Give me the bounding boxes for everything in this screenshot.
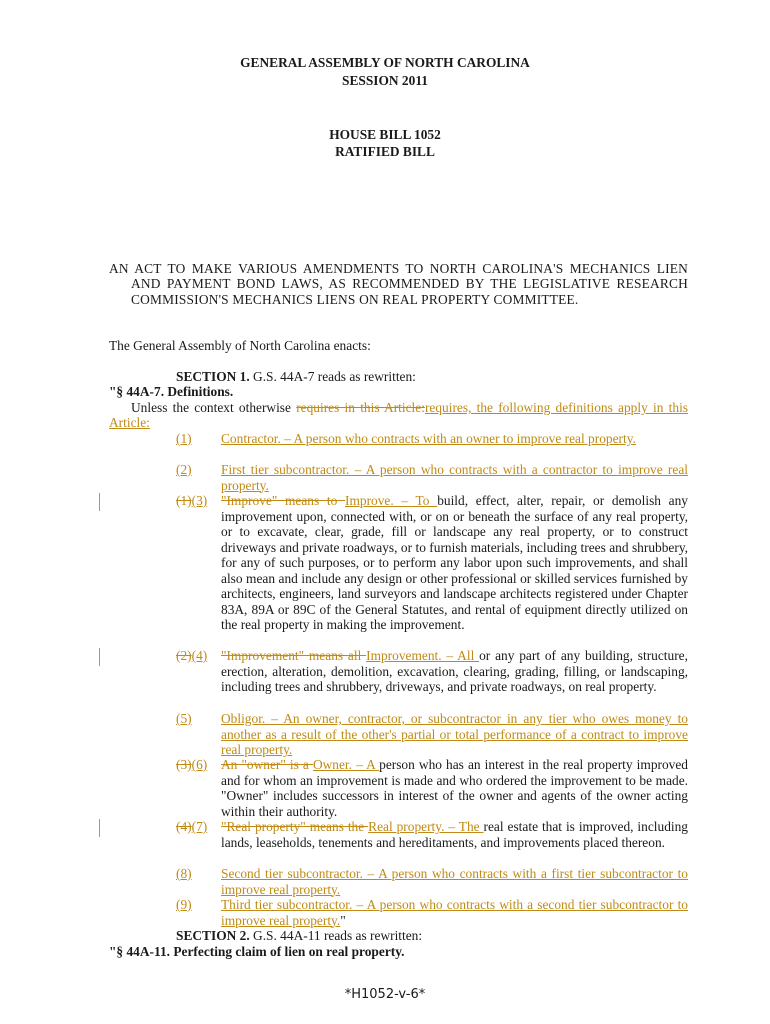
intro-plain-text: Unless the context otherwise [131,400,297,415]
definition-number [176,462,216,478]
definition-text [221,711,688,758]
definition-text [221,866,688,897]
bill-status: RATIFIED BILL [335,144,435,159]
section-1-line [176,369,416,385]
inserted-text: Contractor. – A person who contracts with an owner to improve real property. [221,431,636,446]
act-title: AN ACT TO MAKE VARIOUS AMENDMENTS TO NORTH CAROLINA'S MECHANICS LIEN AND PAYMENT BOND LAWS, AS RECOMMENDED BY THE LEGISLATIVE RESEARCH COMMISSION'S MECHANICS LIENS ON REAL PROPERTY COMMITTEE. [109,261,688,307]
inserted-text: Real property. – The [368,819,484,834]
definition-text [221,462,688,493]
definition-number [176,866,216,882]
deleted-number: (4) [176,819,192,834]
inserted-number: (3) [191,493,208,508]
section-2-line [176,928,422,944]
definition-body-text: or any part of any building, structure, erection, alteration, demolition, excavation, clearing, grading, filling, or landscaping, including trees and shrubbery, driveways, and private roadways, on real property. [221,648,688,694]
inserted-number: (4) [191,648,208,663]
change-bar [99,819,100,837]
deleted-number: (3) [176,757,192,772]
definition-body-text: person who has an interest in the real property improved and for whom an improvement is made and who ordered the improvement to be made. "Owner" includes successors in interest of the owner and agents of the owner acting within their authority. [221,757,688,819]
inserted-number: (7) [191,819,208,834]
definition-text [221,431,688,447]
inserted-number: (1) [176,431,192,446]
inserted-text: Owner. – A [312,757,380,772]
inserted-number: (2) [176,462,192,477]
inserted-text: First tier subcontractor. – A person who contracts with a contractor to improve real property. [221,462,688,493]
inserted-text: Second tier subcontractor. – A person who contracts with a first tier subcontractor to improve real property. [221,866,688,897]
inserted-text: Improve. – To [345,493,438,508]
intro-inserted-text: requires, the following definitions apply in this Article: [109,400,688,431]
definition-number [176,711,216,727]
document-footer-code: *H1052-v-6* [344,987,426,1002]
section-1-label: SECTION 1. [176,369,250,384]
bill-number: HOUSE BILL 1052 [329,127,441,142]
inserted-number: (6) [191,757,208,772]
definitions-intro [109,400,688,431]
definition-text [221,819,688,850]
section-2-label: SECTION 2. [176,928,250,943]
definition-number [176,431,216,447]
deleted-number: (2) [176,648,192,663]
definition-number [176,897,216,913]
definition-number [176,493,216,509]
definition-text [221,493,688,633]
definition-text [221,757,688,819]
inserted-text: Improvement. – All [366,648,480,663]
deleted-text: "Improve" means to [221,493,345,508]
intro-deleted-text: requires in this Article: [296,400,425,415]
definition-body-text: build, effect, alter, repair, or demolish any improvement upon, connected with, or on or beneath the surface of any real property, or to excavate, clear, grade, fill or landscape any real property, or to construct driveways and private roadways, or to furnish materials, including trees and shrubbery, for any of such purposes, or to perform any labor upon such improvements, and shall also mean and include any design or other professional or skilled services furnished by architects, engineers, land surveyors and landscape architects registered under Chapter 83A, 89A or 89C of the General Statutes, and rental of equipment directly utilized on the real property in making the improvement. [221,493,688,632]
session-heading: SESSION 2011 [342,73,428,88]
section-44a-11-heading: "§ 44A-11. Perfecting claim of lien on real property. [109,944,405,959]
definition-text [221,897,688,928]
definition-number [176,757,216,773]
inserted-text: Obligor. – An owner, contractor, or subcontractor in any tier who owes money to another as a result of the other's partial or total performance of a contract to improve real property. [221,711,688,757]
section-1-text: G.S. 44A-7 reads as rewritten: [249,369,416,384]
section-44a-7-heading: "§ 44A-7. Definitions. [109,384,234,399]
assembly-heading: GENERAL ASSEMBLY OF NORTH CAROLINA [240,55,530,70]
change-bar [99,493,100,511]
deleted-number: (1) [176,493,192,508]
inserted-text: Third tier subcontractor. – A person who contracts with a second tier subcontractor to improve real property. [221,897,688,928]
definition-body-text: real estate that is improved, including lands, leaseholds, tenements and hereditaments, and improvements placed thereon. [221,819,689,850]
section-2-text: G.S. 44A-11 reads as rewritten: [249,928,423,943]
definition-body-text: " [340,912,346,928]
definition-number [176,819,216,835]
inserted-number: (5) [176,711,192,726]
inserted-number: (9) [176,897,192,912]
deleted-text: "Improvement" means all [221,648,367,663]
deleted-text: "Real property" means the [221,819,369,834]
enacting-clause: The General Assembly of North Carolina enacts: [109,338,371,353]
deleted-text: An "owner" is a [221,757,313,772]
definition-text [221,648,688,695]
inserted-number: (8) [176,866,192,881]
definition-number [176,648,216,664]
change-bar [99,648,100,666]
